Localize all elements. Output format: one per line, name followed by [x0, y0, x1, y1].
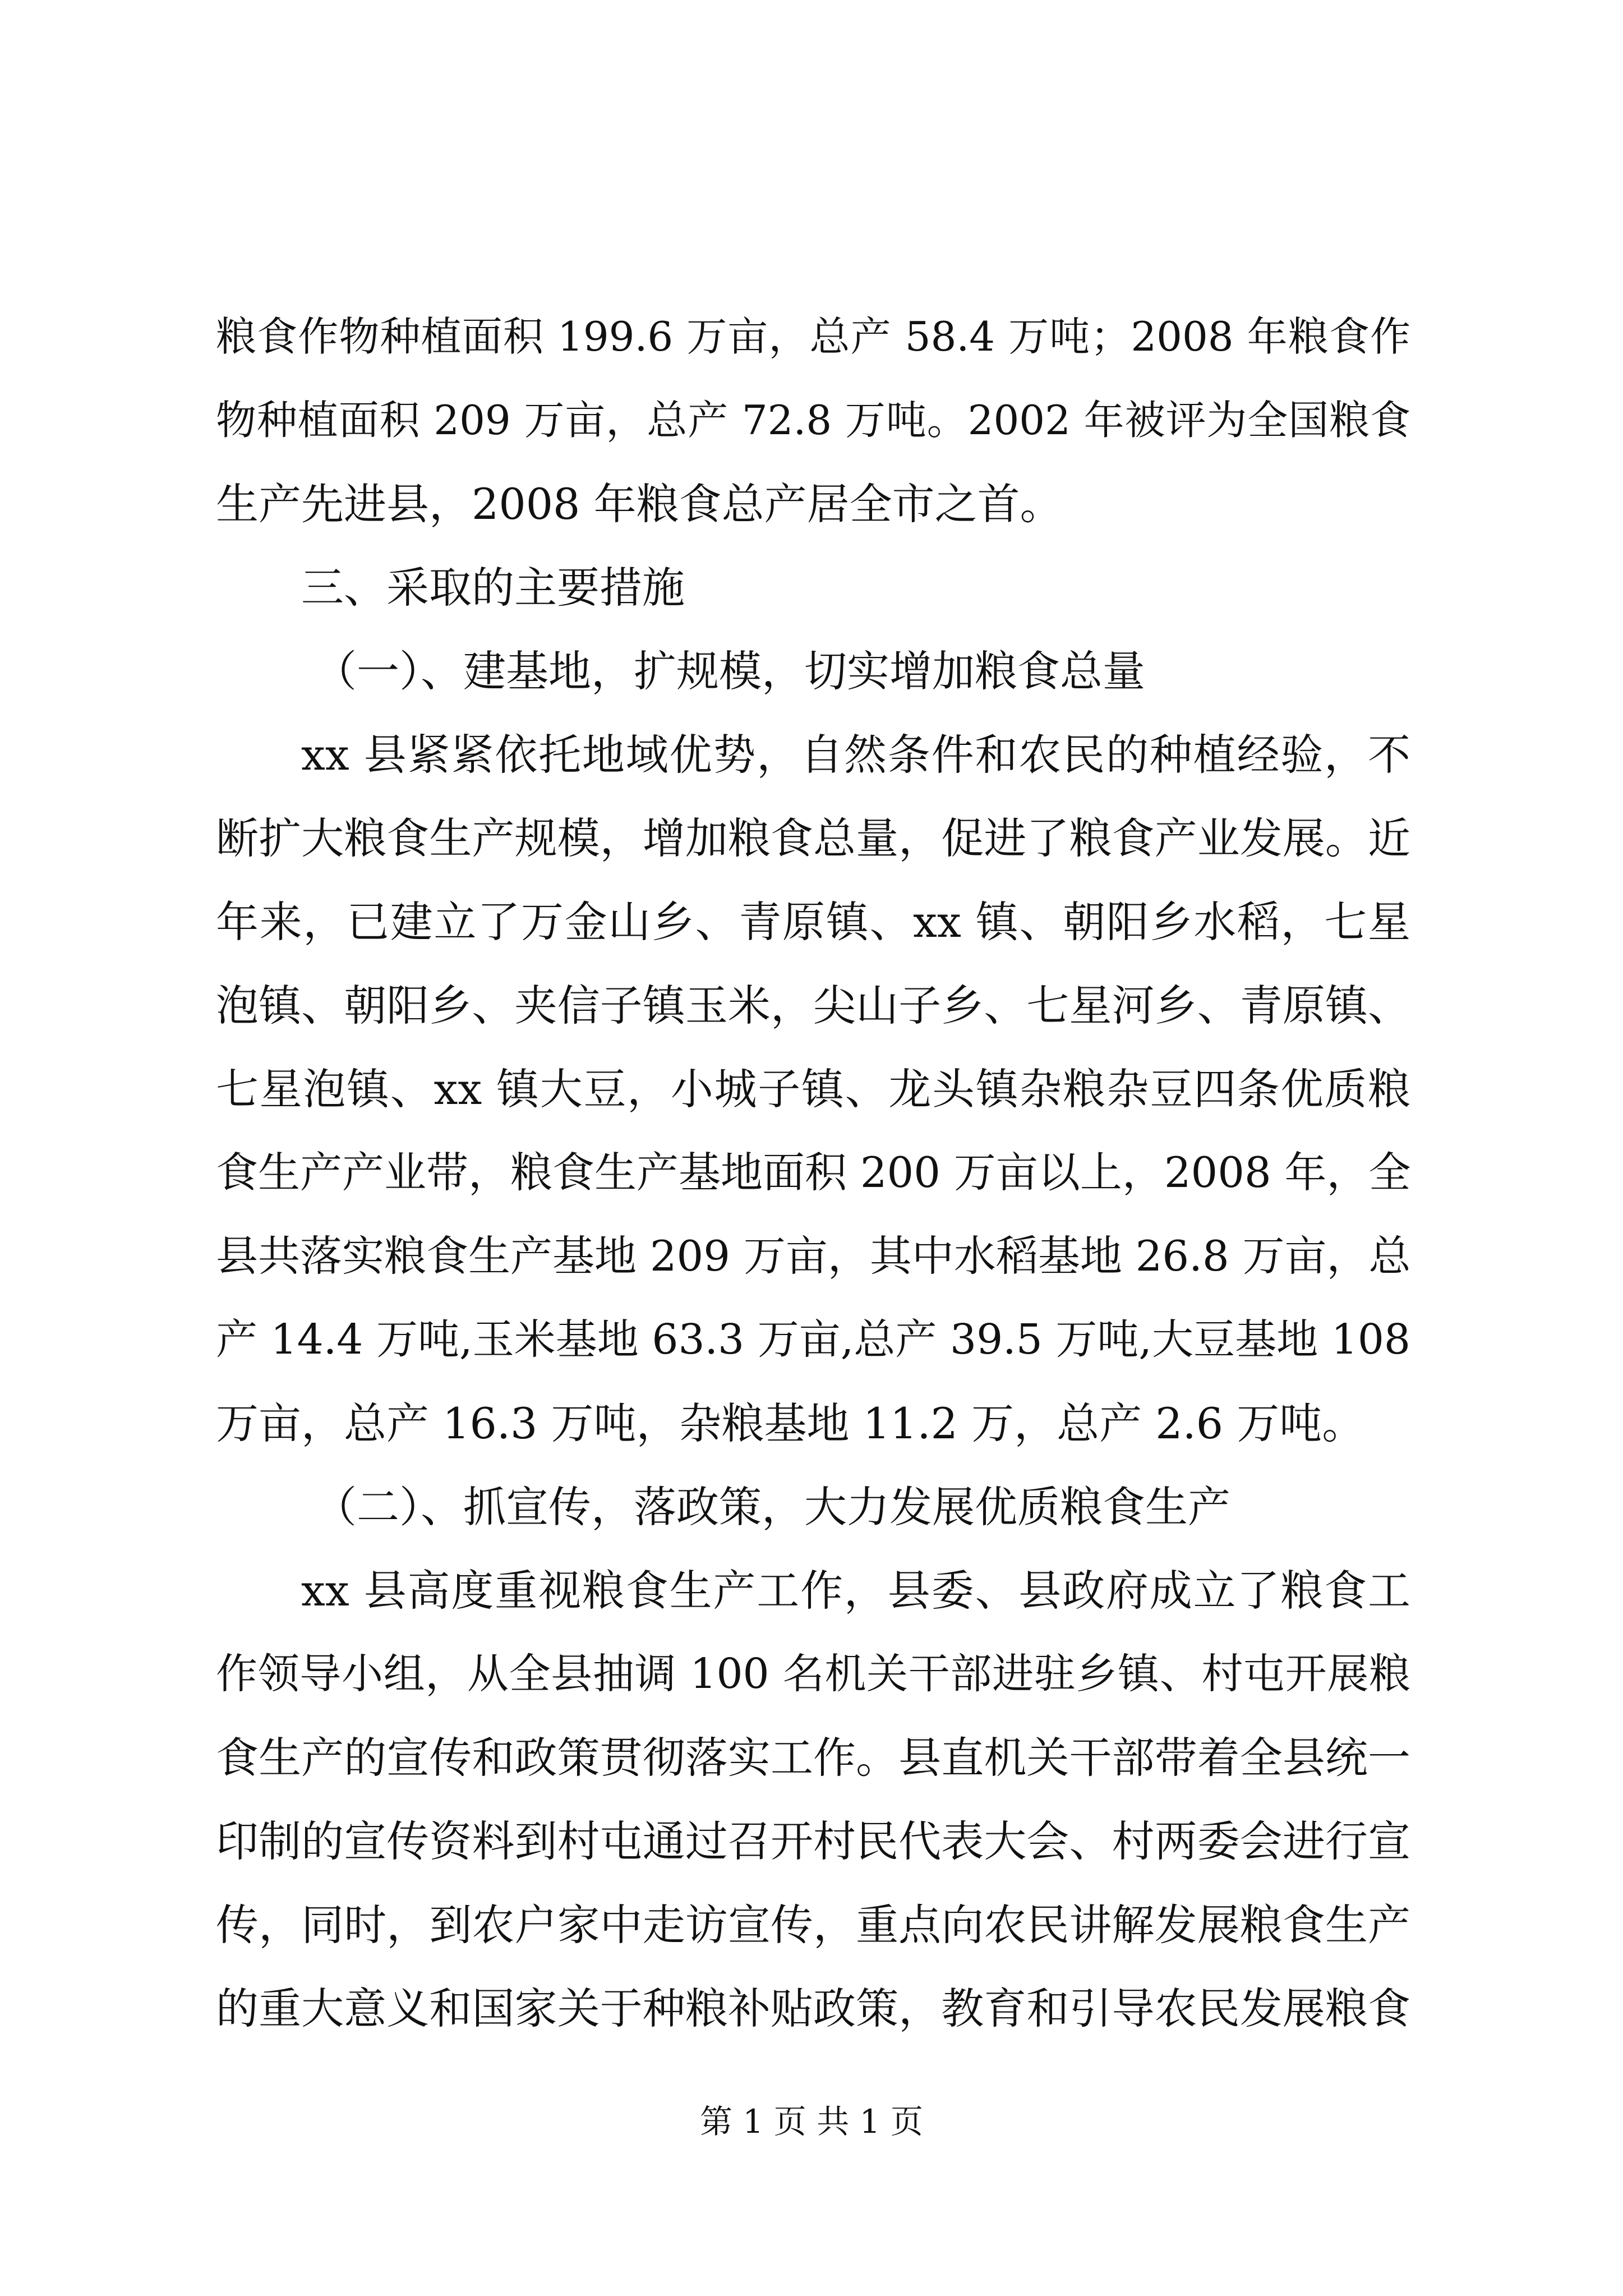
- subsection-heading: （二）、抓宣传，落政策，大力发展优质粮食生产: [314, 1482, 1230, 1532]
- text-line: 县共落实粮食生产基地 209 万亩，其中水稻基地 26.8 万亩，总: [216, 1231, 1411, 1281]
- document-body: [216, 295, 1410, 2050]
- page-footer: [0, 2099, 1623, 2144]
- text-line: xx 县高度重视粮食生产工作，县委、县政府成立了粮食工: [301, 1566, 1410, 1616]
- text-line: 食生产产业带，粮食生产基地面积 200 万亩以上，2008 年，全: [216, 1148, 1411, 1197]
- text-line: 七星泡镇、xx 镇大豆，小城子镇、龙头镇杂粮杂豆四条优质粮: [216, 1064, 1410, 1114]
- text-line: 食生产的宣传和政策贯彻落实工作。县直机关干部带着全县统一: [216, 1733, 1410, 1783]
- subsection-heading: （一）、建基地，扩规模，切实增加粮食总量: [314, 646, 1145, 696]
- text-line: 物种植面积 209 万亩，总产 72.8 万吨。2002 年被评为全国粮食: [216, 397, 1410, 444]
- page-number: 第 1 页 共 1 页: [700, 2102, 923, 2141]
- text-line: 印制的宣传资料到村屯通过召开村民代表大会、村两委会进行宣: [216, 1816, 1410, 1866]
- text-line: 生产先进县，2008 年粮食总产居全市之首。: [216, 479, 1063, 529]
- text-line: 粮食作物种植面积 199.6 万亩，总产 58.4 万吨；2008 年粮食作: [216, 313, 1410, 360]
- text-line: 传，同时，到农户家中走访宣传，重点向农民讲解发展粮食生产: [216, 1900, 1410, 1950]
- text-line: 作领导小组，从全县抽调 100 名机关干部进驻乡镇、村屯开展粮: [216, 1650, 1410, 1698]
- text-line: 年来，已建立了万金山乡、青原镇、xx 镇、朝阳乡水稻，七星: [216, 897, 1410, 947]
- text-line: xx 县紧紧依托地域优势，自然条件和农民的种植经验，不: [301, 730, 1410, 780]
- text-line: 产 14.4 万吨,玉米基地 63.3 万亩,总产 39.5 万吨,大豆基地 108: [216, 1315, 1410, 1364]
- text-line: 万亩，总产 16.3 万吨，杂粮基地 11.2 万，总产 2.6 万吨。: [216, 1398, 1365, 1448]
- text-line: 泡镇、朝阳乡、夹信子镇玉米，尖山子乡、七星河乡、青原镇、: [216, 981, 1410, 1030]
- section-heading: 三、采取的主要措施: [301, 563, 685, 613]
- text-line: 断扩大粮食生产规模，增加粮食总量，促进了粮食产业发展。近: [216, 813, 1410, 863]
- text-line: 的重大意义和国家关于种粮补贴政策，教育和引导农民发展粮食: [216, 1984, 1410, 2033]
